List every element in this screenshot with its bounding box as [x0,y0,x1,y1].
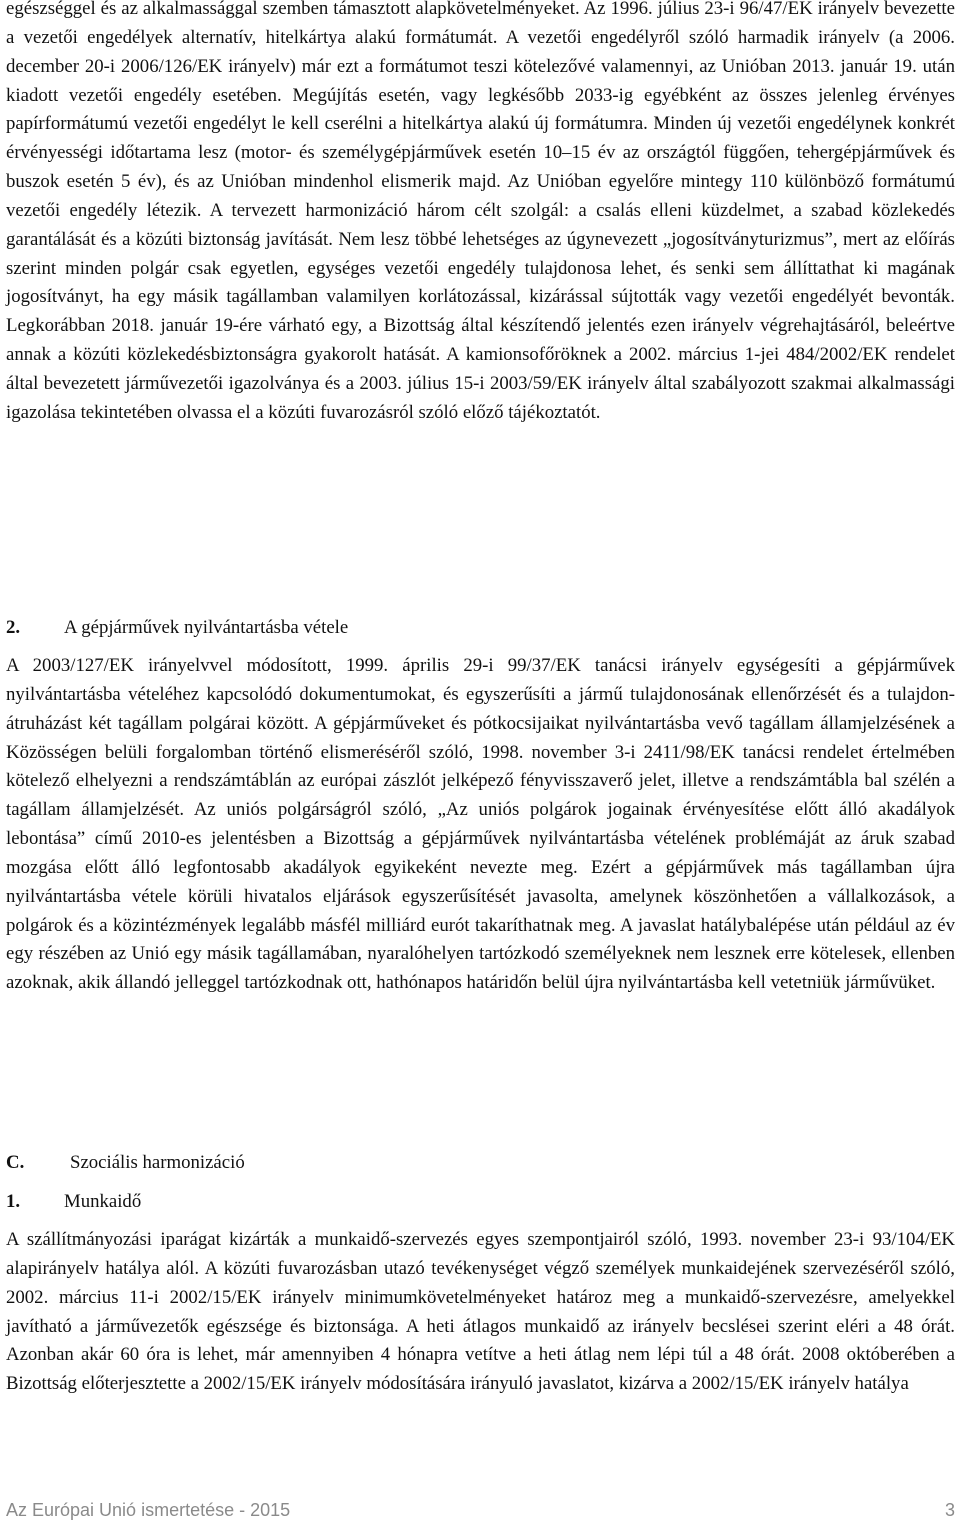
section-title: A gépjárművek nyilvántartásba vétele [64,617,349,638]
section-heading-social-harmonisation [6,1149,245,1178]
section-heading-working-time [6,1188,141,1217]
section-number: C. [6,1152,25,1173]
paragraph-driving-licence: egészséggel és az alkalmassággal szemben támasztott alapkövetelményeket. Az 1996. július 23-i 96/47/EK irányelv bevezette a vezetői engedélyek alternatív, hitelkártya alakú formátumát. A vezetői engedélyről szóló harmadik irányelv (a 2006. december 20-i 2006/126/EK irányelv) már ezt a formátumot teszi kötelezővé valamennyi, az Unióban 2013. január 19. után kiadott vezetői engedély esetében. Megújítás esetén, vagy legkésőbb 2033-ig egyébként az összes jelenleg érvényes papírformátumú vezetői engedélyt le kell cserélni a hitelkártya alakú új formátumra. Minden új vezetői engedélynek konkrét érvényességi időtartama lesz (motor- és személygépjárművek esetén 10–15 év az országtól függően, tehergépjárművek és buszok esetén 5 év), és az Unióban mindenhol elismerik majd. Az Unióban egyelőre mintegy 110 különböző formátumú vezetői engedély létezik. A tervezett harmonizáció három célt szolgál: a csalás elleni küzdelmet, a szabad közlekedés garantálását és a közúti biztonság javítását. Nem lesz többé lehetséges az úgynevezett „jogosítványturizmus”, mert az előírás szerint minden polgár csak egyetlen, egységes vezetői engedély tulajdonosa lehet, és senki sem állíttathat ki magának jogosítványt, ha egy másik tagállamban valamilyen korlátozással, kizárással sújtották vagy vezetői engedélyét bevonták. Legkorábban 2018. január 19-ére várható egy, a Bizottság által készítendő jelentés ezen irányelv végrehajtásáról, beleértve annak a közúti közlekedésbiztonságra gyakorolt hatását. A kamionsofőröknek a 2002. március 1-jei 484/2002/EK rendelet által bevezetett járművezetői igazolványa és a 2003. július 15-i 2003/59/EK irányelv által szabályozott szakmai alkalmassági igazolása tekintetében olvassa el a közúti fuvarozásról szóló előző tájékoztatót. [6,0,955,423]
page-number: 3 [944,1500,955,1520]
section-heading-vehicle-registration [6,614,348,643]
footer-title: Az Európai Unió ismertetése - 2015 [6,1500,291,1520]
section-number: 1. [6,1191,21,1212]
paragraph-vehicle-registration: A 2003/127/EK irányelvvel módosított, 1999. április 29-i 99/37/EK tanácsi irányelv egységesíti a gépjárművek nyilvántartásba vételéhez kapcsolódó dokumentumokat, és egyszerűsíti a jármű tulajdonosának ellenőrzését és a tulajdon-átruházást két tagállam polgárai között. A gépjárműveket és pótkocsijaikat nyilvántartásba vevő tagállam államjelzésének a Közösségen belüli forgalomban történő elismeréséről szóló, 1998. november 3-i 2411/98/EK tanácsi rendelet értelmében kötelező elhelyezni a rendszámtáblán az európai zászlót jelképező fényvisszaverő jelet, illetve a rendszámtábla bal szélén a tagállam államjelzését. Az uniós polgárságról szóló, „Az uniós polgárok jogainak érvényesítése előtt álló akadályok lebontása” című 2010-es jelentésben a Bizottság a gépjárművek nyilvántartásba vételének problémáját az áruk szabad mozgása előtt álló legfontosabb akadályok egyikeként nevezte meg. Ezért a gépjárművek más tagállamban újra nyilvántartásba vétele körüli hivatalos eljárások egyszerűsítését javasolta, amelynek köszönhetően a vállalkozások, a polgárok és a közintézmények legalább másfél milliárd eurót takaríthatnak meg. A javaslat hatálybalépése után például az év egy részében az Unió egy másik tagállamában, nyaralóhelyen tartózkodó személyeknek nem lesznek erre kötelesek, ellenben azoknak, akik állandó jelleggel tartózkodnak ott, hathónapos határidőn belül újra nyilvántartásba kell vetetniük járművüket. [6,655,955,994]
section-number: 2. [6,617,21,638]
page-footer [6,1496,955,1524]
section-title: Munkaidő [64,1191,142,1212]
section-title: Szociális harmonizáció [70,1152,245,1173]
paragraph-working-time: A szállítmányozási iparágat kizárták a munkaidő-szervezés egyes szempontjairól szóló, 1993. november 23-i 93/104/EK alapirányelv hatálya alól. A közúti fuvarozásban utazó tevékenységet végző személyek munkaidejének szervezéséről szóló, 2002. március 11-i 2002/15/EK irányelv minimumkövetelményeket határoz meg a munkaidő-szervezésre, amelyekkel javítható a járművezetők egészsége és biztonsága. A heti átlagos munkaidő az irányelv becslései szerint eléri a 48 órát. Azonban akár 60 óra is lehet, már amennyiben 4 hónapra vetítve a heti átlag nem lépi túl a 48 órát. 2008 októberében a Bizottság előterjesztette a 2002/15/EK irányelv módosítására irányuló javaslatot, kizárva a 2002/15/EK irányelv hatálya [6,1229,955,1395]
document-page [6,0,955,1529]
